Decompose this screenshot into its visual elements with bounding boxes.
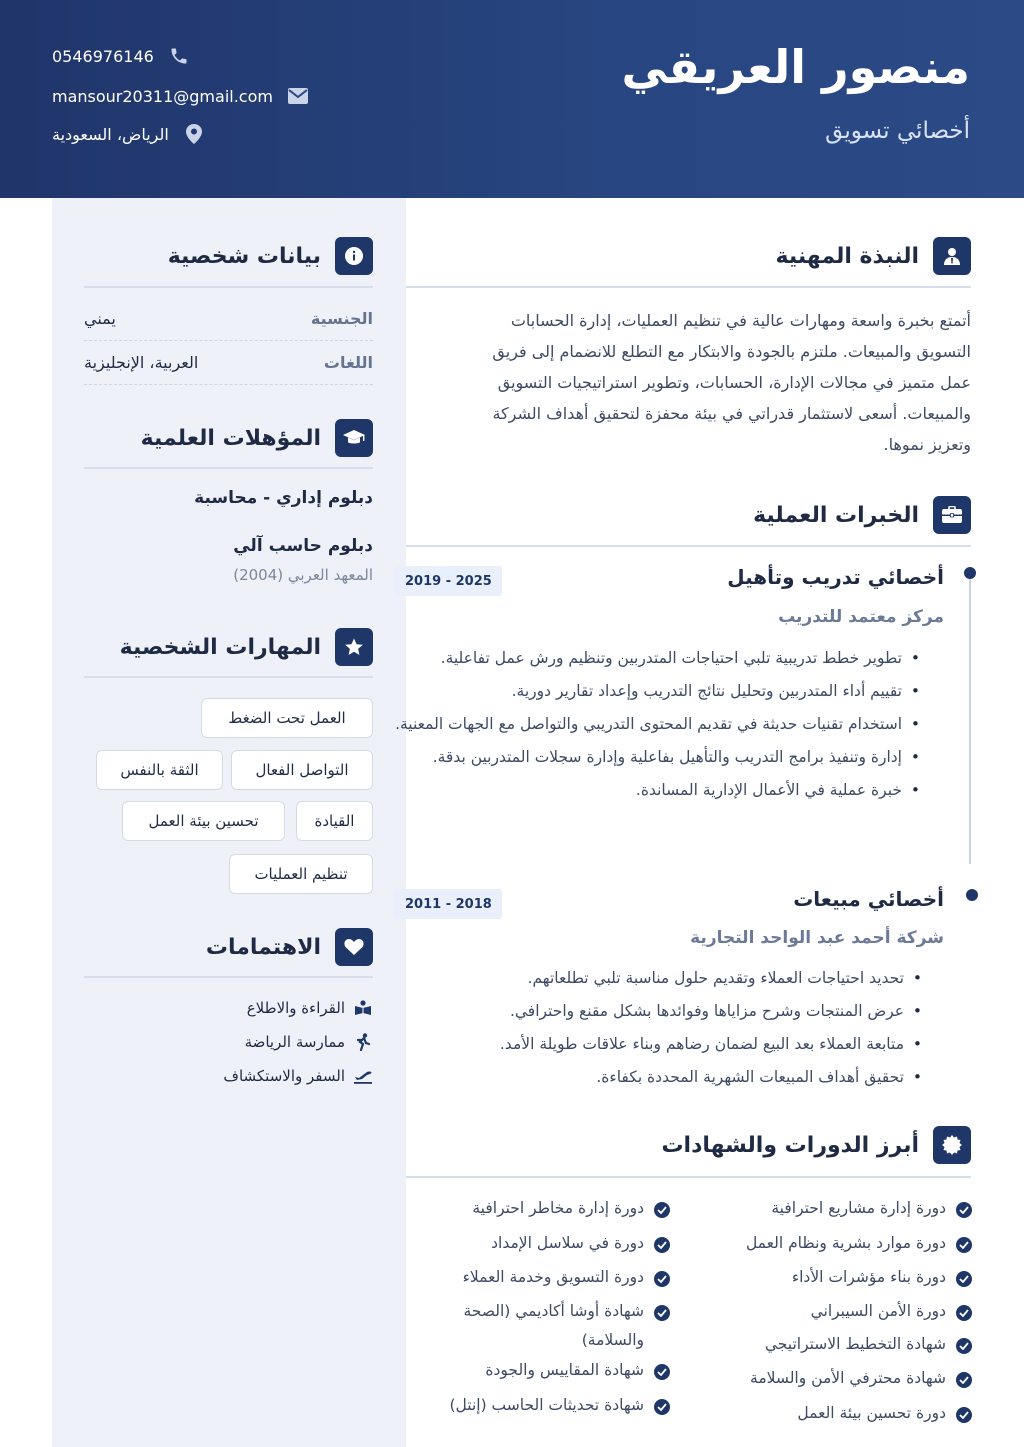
job-1-duties [394, 643, 924, 808]
course-label: دورة موارد بشرية ونظام العمل [745, 1234, 946, 1252]
header-banner [0, 0, 1024, 198]
course-label: شهادة المقاييس والجودة [485, 1361, 644, 1379]
section-personal-heading [168, 237, 373, 275]
course-item [440, 1391, 670, 1420]
course-item [440, 1229, 670, 1258]
check-circle-icon [956, 1305, 972, 1321]
course-item [440, 1263, 670, 1292]
divider [406, 545, 971, 547]
book-reader-icon [353, 998, 373, 1018]
star-icon [335, 628, 373, 666]
duty-item: • تحقيق أهداف المبيعات الشهرية المحددة بكفاءة. [396, 1062, 926, 1092]
course-label: دورة التسويق وخدمة العملاء [462, 1268, 644, 1286]
course-item [750, 1364, 972, 1393]
envelope-icon [287, 85, 309, 107]
section-interests-heading [206, 928, 373, 966]
interest-item [245, 1032, 373, 1052]
course-label: شهادة محترفي الأمن والسلامة [750, 1369, 946, 1387]
skill-chip: التواصل الفعال [231, 750, 373, 790]
contact-email[interactable] [52, 85, 309, 107]
course-item [797, 1399, 972, 1428]
course-label: دورة تحسين بيئة العمل [797, 1404, 946, 1422]
section-summary-title: النبذة المهنية [775, 243, 919, 269]
interest-label: السفر والاستكشاف [223, 1067, 345, 1085]
job-1-title: أخصائي تدريب وتأهيل [727, 565, 944, 589]
languages-label: اللغات [323, 352, 373, 372]
nationality-value: يمني [84, 308, 116, 328]
contact-phone[interactable] [52, 45, 190, 67]
section-courses-heading [661, 1126, 971, 1164]
course-label: دورة إدارة مخاطر احترافية [472, 1199, 644, 1217]
interest-label: القراءة والاطلاع [246, 999, 345, 1017]
interest-label: ممارسة الرياضة [244, 1033, 345, 1051]
briefcase-icon [933, 496, 971, 534]
divider [84, 976, 373, 978]
badge-certificate-icon [933, 1126, 971, 1164]
divider [84, 286, 373, 288]
personal-row-nationality [84, 298, 373, 338]
map-pin-icon [183, 123, 205, 145]
job-2-title: أخصائي مبيعات [793, 887, 944, 911]
phone-text: 0546976146 [52, 46, 154, 66]
section-experience-title: الخبرات العملية [753, 502, 919, 528]
summary-text [406, 305, 971, 460]
course-item [792, 1263, 972, 1292]
summary-line: والمبيعات. أسعى لاستثمار قدراتي في بيئة محفزة لتحقيق أهداف الشركة [492, 404, 971, 423]
phone-icon [168, 45, 190, 67]
course-item [771, 1194, 972, 1223]
person-name: منصور العريقي [621, 40, 970, 94]
section-interests-title: الاهتمامات [205, 934, 321, 960]
nationality-label: الجنسية [310, 308, 373, 328]
course-label: دورة إدارة مشاريع احترافية [771, 1199, 946, 1217]
check-circle-icon [654, 1271, 670, 1287]
check-circle-icon [956, 1407, 972, 1423]
section-summary-heading [776, 237, 972, 275]
summary-line: أتمتع بخبرة واسعة ومهارات عالية في تنظيم العمليات، إدارة الحسابات [510, 311, 971, 330]
check-circle-icon [956, 1338, 972, 1354]
divider [84, 340, 373, 341]
duty-item: • متابعة العملاء بعد البيع لضمان رضاهم وبناء علاقات طويلة الأمد. [396, 1029, 926, 1059]
course-item [440, 1194, 670, 1223]
duty-item: • عرض المنتجات وشرح مزاياها وفوائدها بشكل مقنع واحترافي. [396, 996, 926, 1026]
education-degree-1: دبلوم إداري - محاسبة [194, 488, 373, 508]
course-label: شهادة أوشا أكاديمي (الصحة والسلامة) [463, 1302, 644, 1349]
check-circle-icon [956, 1271, 972, 1287]
timeline-line [969, 574, 971, 864]
divider [406, 1176, 971, 1178]
section-skills-heading [120, 628, 373, 666]
course-label: دورة في سلاسل الإمداد [491, 1234, 644, 1252]
languages-value: العربية، الإنجليزية [84, 352, 199, 372]
duty-item: • تقييم أداء المتدربين وتحليل نتائج التدريب وإعداد تقارير دورية. [394, 676, 924, 706]
job-1-company: مركز معتمد للتدريب [778, 607, 944, 627]
course-item [440, 1356, 670, 1385]
summary-line: عمل متميز في مجالات الإدارة، الحسابات، وتطوير استراتيجيات التسويق [497, 373, 971, 392]
timeline-dot [966, 889, 978, 901]
course-item [811, 1297, 972, 1326]
skill-chip: الثقة بالنفس [96, 750, 223, 790]
interest-item [223, 1066, 373, 1086]
divider [406, 286, 971, 288]
check-circle-icon [654, 1202, 670, 1218]
skill-chip: تحسين بيئة العمل [122, 801, 285, 841]
check-circle-icon [654, 1364, 670, 1380]
divider [84, 467, 373, 469]
education-institute-2: المعهد العربي (2004) [233, 566, 373, 584]
skill-chip: تنظيم العمليات [229, 854, 373, 894]
skill-chip: القيادة [296, 801, 373, 841]
check-circle-icon [654, 1399, 670, 1415]
personal-row-languages [84, 342, 373, 382]
section-personal-title: بيانات شخصية [167, 243, 321, 269]
heart-icon [335, 928, 373, 966]
job-1-dates: 2019 - 2025 [395, 566, 502, 596]
user-tie-icon [933, 237, 971, 275]
divider [84, 676, 373, 678]
location-text: الرياض، السعودية [52, 124, 169, 144]
course-item [440, 1297, 670, 1355]
duty-item: • استخدام تقنيات حديثة في تقديم المحتوى التدريبي والتواصل مع الجهات المعنية. [394, 709, 924, 739]
check-circle-icon [654, 1305, 670, 1321]
job-title: أخصائي تسويق [825, 118, 970, 144]
check-circle-icon [956, 1237, 972, 1253]
contact-location [52, 123, 205, 145]
email-text: mansour20311@gmail.com [52, 86, 273, 106]
course-label: شهادة تحديثات الحاسب (إنتل) [449, 1396, 644, 1414]
timeline-dot [964, 567, 976, 579]
graduation-cap-icon [335, 419, 373, 457]
job-2-company: شركة أحمد عبد الواحد التجارية [690, 928, 944, 948]
duty-item: • تطوير خطط تدريبية تلبي احتياجات المتدربين وتنظيم ورش عمل تفاعلية. [394, 643, 924, 673]
education-degree-2: دبلوم حاسب آلي [233, 536, 373, 556]
skill-chip: العمل تحت الضغط [201, 698, 373, 738]
section-experience-heading [753, 496, 971, 534]
running-icon [353, 1032, 373, 1052]
course-item [765, 1330, 972, 1359]
course-label: دورة الأمن السيبراني [810, 1302, 946, 1320]
duty-item: • إدارة وتنفيذ برامج التدريب والتأهيل بفاعلية وإدارة سجلات المتدربين بدقة. [394, 742, 924, 772]
section-education-title: المؤهلات العلمية [140, 425, 321, 451]
duty-item: • خبرة عملية في الأعمال الإدارية المساندة. [394, 775, 924, 805]
course-item [746, 1229, 972, 1258]
interest-item [247, 998, 373, 1018]
check-circle-icon [956, 1372, 972, 1388]
check-circle-icon [654, 1237, 670, 1253]
duty-item: • تحديد احتياجات العملاء وتقديم حلول مناسبة تلبي تطلعاتهم. [396, 963, 926, 993]
divider [84, 384, 373, 385]
check-circle-icon [956, 1202, 972, 1218]
section-skills-title: المهارات الشخصية [119, 634, 321, 660]
summary-line: التسويق والمبيعات. ملتزم بالجودة والابتكار مع التطلع للانضمام إلى فريق [492, 342, 971, 361]
job-2-dates: 2011 - 2018 [395, 889, 502, 919]
summary-line: وتعزيز نموها. [883, 435, 971, 454]
course-label: شهادة التخطيط الاستراتيجي [764, 1335, 946, 1353]
course-label: دورة بناء مؤشرات الأداء [791, 1268, 946, 1286]
section-courses-title: أبرز الدورات والشهادات [661, 1132, 919, 1158]
job-2-duties [396, 963, 926, 1095]
section-education-heading [141, 419, 373, 457]
info-icon [335, 237, 373, 275]
plane-icon [353, 1066, 373, 1086]
